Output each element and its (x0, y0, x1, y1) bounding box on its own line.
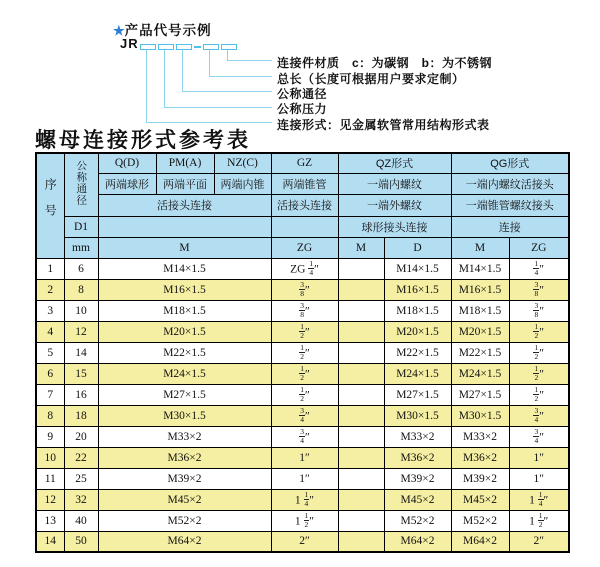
star-icon: ★ (113, 23, 125, 38)
cell-m: M22×1.5 (98, 342, 271, 363)
code-dash (194, 46, 201, 48)
cell-dn: 14 (64, 342, 98, 363)
fraction: $\frac{1}{4}$ (304, 489, 309, 508)
cell-qg-zg: $\frac{3}{4}$ ″ (509, 426, 569, 447)
table-row (36, 258, 569, 279)
table-title: 螺母连接形式参考表 (35, 128, 251, 152)
connector-line (164, 50, 165, 107)
fraction: $\frac{3}{4}$ (300, 405, 304, 424)
cell-dn: 25 (64, 468, 98, 489)
cell-qz-d: M14×1.5 (384, 258, 451, 279)
cell-seq: 8 (36, 405, 64, 426)
cell-dn: 18 (64, 405, 98, 426)
cell-qg-m: M27×1.5 (451, 384, 509, 405)
connector-line (182, 91, 272, 92)
cell-qz-d: M45×2 (384, 489, 451, 510)
cell-qz-m (338, 300, 384, 321)
fraction: $\frac{1}{2}$ (300, 321, 304, 340)
header-unit-zg: ZG (271, 237, 338, 258)
header-joint-union: 活接头连接 (98, 194, 271, 216)
cell-qz-d: M22×1.5 (384, 342, 451, 363)
header-unit-qz-m: M (338, 237, 384, 258)
table-row (36, 489, 569, 510)
cell-qg-m: M24×1.5 (451, 363, 509, 384)
header-d1: D1 (64, 216, 98, 237)
fraction: $\frac{3}{4}$ (300, 426, 304, 445)
cell-seq: 4 (36, 321, 64, 342)
cell-qg-m: M64×2 (451, 531, 509, 552)
cell-qg-zg: 1 $\frac{1}{4}$ ″ (509, 489, 569, 510)
cell-qz-d: M27×1.5 (384, 384, 451, 405)
table-row (36, 321, 569, 342)
cell-qg-zg: 1″ (509, 468, 569, 489)
cell-m: M45×2 (98, 489, 271, 510)
connector-line (182, 50, 183, 91)
cell-dn: 40 (64, 510, 98, 531)
cell-qz-d: M30×1.5 (384, 405, 451, 426)
table-row (36, 468, 569, 489)
code-prefix: JR (120, 36, 139, 51)
cell-seq: 2 (36, 279, 64, 300)
header-unit-qz-d: D (384, 237, 451, 258)
cell-qg-zg: 1″ (509, 447, 569, 468)
cell-qg-zg: $\frac{1}{2}$ ″ (509, 384, 569, 405)
cell-m: M52×2 (98, 510, 271, 531)
cell-zg: $\frac{3}{8}$ ″ (271, 300, 338, 321)
header-unit-mm: mm (64, 237, 98, 258)
cell-qg-m: M52×2 (451, 510, 509, 531)
cell-dn: 10 (64, 300, 98, 321)
cell-seq: 11 (36, 468, 64, 489)
cell-m: M14×1.5 (98, 258, 271, 279)
cell-qg-zg: $\frac{3}{4}$ ″ (509, 405, 569, 426)
cell-dn: 50 (64, 531, 98, 552)
cell-qz-d: M64×2 (384, 531, 451, 552)
cell-zg: ZG $\frac{1}{4}$ ″ (271, 258, 338, 279)
cell-seq: 10 (36, 447, 64, 468)
fraction: $\frac{1}{2}$ (304, 510, 309, 529)
cell-qg-m: M30×1.5 (451, 405, 509, 426)
fraction: $\frac{1}{2}$ (534, 342, 539, 361)
cell-m: M24×1.5 (98, 363, 271, 384)
header-ball-connect: 球形接头连接 (338, 216, 451, 237)
header-ends-qz: 一端内螺纹 (338, 173, 451, 194)
header-joint-external: 一端外螺纹 (338, 194, 451, 216)
cell-zg: 1″ (271, 447, 338, 468)
cell-qz-d: M39×2 (384, 468, 451, 489)
cell-dn: 6 (64, 258, 98, 279)
table-row (36, 405, 569, 426)
cell-qz-d: M24×1.5 (384, 363, 451, 384)
fraction: $\frac{1}{4}$ (538, 489, 543, 508)
cell-qg-m: M20×1.5 (451, 321, 509, 342)
header-ends-gz: 两端锥管 (271, 173, 338, 194)
cell-qz-d: M52×2 (384, 510, 451, 531)
fraction: $\frac{3}{8}$ (534, 300, 539, 319)
cell-qz-m (338, 447, 384, 468)
nut-connection-table (35, 152, 570, 553)
cell-zg: $\frac{3}{8}$ ″ (271, 279, 338, 300)
label-connection-form: 连接形式：见金属软管常用结构形式表 (277, 118, 490, 132)
fraction: $\frac{3}{8}$ (300, 300, 304, 319)
label-total-length: 总长（长度可根据用户要求定制） (277, 72, 465, 86)
cell-m: M36×2 (98, 447, 271, 468)
code-box-5 (221, 44, 237, 50)
header-unit-qg-m: M (451, 237, 509, 258)
cell-qz-m (338, 468, 384, 489)
cell-qg-m: M14×1.5 (451, 258, 509, 279)
cell-zg: $\frac{1}{2}$ ″ (271, 363, 338, 384)
header-form-pma: PM(A) (156, 153, 214, 173)
cell-qz-m (338, 405, 384, 426)
cell-qz-m (338, 321, 384, 342)
header-joint-gz: 活接头连接 (271, 194, 338, 216)
cell-dn: 12 (64, 321, 98, 342)
cell-zg: $\frac{3}{4}$ ″ (271, 426, 338, 447)
cell-qz-d: M18×1.5 (384, 300, 451, 321)
table-row (36, 384, 569, 405)
cell-dn: 8 (64, 279, 98, 300)
header-connect: 连接 (451, 216, 569, 237)
cell-m: M39×2 (98, 468, 271, 489)
header-ends-nzc: 两端内锥 (214, 173, 271, 194)
table-row (36, 342, 569, 363)
cell-seq: 5 (36, 342, 64, 363)
connector-line (209, 76, 272, 77)
fraction: $\frac{3}{4}$ (534, 405, 539, 424)
connector-line (164, 107, 272, 108)
cell-zg: 2″ (271, 531, 338, 552)
fraction: $\frac{3}{4}$ (534, 426, 539, 445)
cell-qz-m (338, 426, 384, 447)
header-form-gz: GZ (271, 153, 338, 173)
code-box-1 (140, 44, 156, 50)
header-ends-qg: 一端内螺纹活接头 (451, 173, 569, 194)
cell-zg: 1″ (271, 468, 338, 489)
fraction: $\frac{1}{2}$ (534, 384, 539, 403)
cell-m: M16×1.5 (98, 279, 271, 300)
cell-seq: 6 (36, 363, 64, 384)
cell-qg-zg: 1 $\frac{1}{2}$ ″ (509, 510, 569, 531)
cell-qz-m (338, 384, 384, 405)
cell-qz-d: M36×2 (384, 447, 451, 468)
cell-zg: $\frac{1}{2}$ ″ (271, 321, 338, 342)
connector-line (146, 50, 147, 122)
cell-dn: 20 (64, 426, 98, 447)
table-row (36, 363, 569, 384)
fraction: $\frac{3}{8}$ (300, 279, 304, 298)
cell-dn: 22 (64, 447, 98, 468)
fraction: $\frac{1}{2}$ (534, 363, 539, 382)
fraction: $\frac{1}{4}$ (309, 258, 314, 277)
label-nominal-pressure: 公称压力 (277, 102, 328, 116)
connector-line (146, 122, 272, 123)
cell-dn: 32 (64, 489, 98, 510)
cell-zg: 1 $\frac{1}{2}$ ″ (271, 510, 338, 531)
header-nominal-diameter: 公称通径 (64, 153, 98, 216)
cell-seq: 3 (36, 300, 64, 321)
header-unit-qg-zg: ZG (509, 237, 569, 258)
cell-dn: 16 (64, 384, 98, 405)
cell-qg-m: M18×1.5 (451, 300, 509, 321)
cell-qz-m (338, 510, 384, 531)
cell-qz-d: M20×1.5 (384, 321, 451, 342)
cell-seq: 7 (36, 384, 64, 405)
cell-qg-m: M22×1.5 (451, 342, 509, 363)
cell-seq: 12 (36, 489, 64, 510)
cell-m: M64×2 (98, 531, 271, 552)
cell-zg: 1 $\frac{1}{4}$ ″ (271, 489, 338, 510)
fraction: $\frac{1}{2}$ (534, 321, 539, 340)
cell-qg-m: M16×1.5 (451, 279, 509, 300)
fraction: $\frac{1}{2}$ (538, 510, 543, 529)
cell-qz-m (338, 258, 384, 279)
header-unit-m: M (98, 237, 271, 258)
cell-qz-d: M33×2 (384, 426, 451, 447)
cell-qz-m (338, 279, 384, 300)
cell-zg: $\frac{1}{2}$ ″ (271, 384, 338, 405)
header-empty (98, 216, 271, 237)
cell-m: M33×2 (98, 426, 271, 447)
table-row (36, 426, 569, 447)
fraction: $\frac{1}{2}$ (300, 384, 304, 403)
cell-m: M18×1.5 (98, 300, 271, 321)
header-seq: 序号 (36, 153, 64, 258)
header-form-qg: QG形式 (451, 153, 569, 173)
fraction: $\frac{1}{2}$ (300, 363, 304, 382)
cell-m: M20×1.5 (98, 321, 271, 342)
cell-qg-zg: $\frac{3}{8}$ ″ (509, 300, 569, 321)
table-body (36, 258, 569, 552)
table-row (36, 510, 569, 531)
cell-qz-m (338, 489, 384, 510)
header-form-qz: QZ形式 (338, 153, 451, 173)
cell-qg-zg: 2″ (509, 531, 569, 552)
cell-qg-zg: $\frac{1}{2}$ ″ (509, 321, 569, 342)
connector-line (227, 60, 272, 61)
label-nominal-diameter: 公称通径 (277, 87, 328, 101)
cell-zg: $\frac{1}{2}$ ″ (271, 342, 338, 363)
code-box-4 (203, 44, 219, 50)
cell-m: M27×1.5 (98, 384, 271, 405)
label-material: 连接件材质 c：为碳钢 b：为不锈钢 (277, 56, 493, 70)
cell-qz-m (338, 363, 384, 384)
cell-seq: 9 (36, 426, 64, 447)
cell-qg-m: M39×2 (451, 468, 509, 489)
cell-seq: 14 (36, 531, 64, 552)
cell-m: M30×1.5 (98, 405, 271, 426)
code-box-3 (176, 44, 192, 50)
header-empty (271, 216, 338, 237)
connector-line (209, 50, 210, 76)
cell-qg-m: M36×2 (451, 447, 509, 468)
fraction: $\frac{1}{2}$ (300, 342, 304, 361)
cell-qg-zg: $\frac{1}{2}$ ″ (509, 342, 569, 363)
cell-qz-m (338, 342, 384, 363)
header-joint-taper: 一端锥管螺纹接头 (451, 194, 569, 216)
code-box-2 (158, 44, 174, 50)
cell-qg-zg: $\frac{1}{4}$ ″ (509, 258, 569, 279)
table-row (36, 447, 569, 468)
cell-qg-m: M33×2 (451, 426, 509, 447)
diagram-title: 产品代号示例 (124, 23, 212, 38)
connector-line (227, 50, 228, 60)
table-row (36, 300, 569, 321)
cell-qz-m (338, 531, 384, 552)
cell-qg-zg: $\frac{1}{2}$ ″ (509, 363, 569, 384)
table-row (36, 531, 569, 552)
cell-seq: 13 (36, 510, 64, 531)
cell-qg-m: M45×2 (451, 489, 509, 510)
cell-qz-d: M16×1.5 (384, 279, 451, 300)
header-form-qd: Q(D) (98, 153, 156, 173)
cell-dn: 15 (64, 363, 98, 384)
cell-seq: 1 (36, 258, 64, 279)
cell-qg-zg: $\frac{3}{8}$ ″ (509, 279, 569, 300)
cell-zg: $\frac{3}{4}$ ″ (271, 405, 338, 426)
fraction: $\frac{3}{8}$ (534, 279, 539, 298)
header-form-nzc: NZ(C) (214, 153, 271, 173)
header-ends-qd: 两端球形 (98, 173, 156, 194)
fraction: $\frac{1}{4}$ (534, 258, 539, 277)
header-ends-pma: 两端平面 (156, 173, 214, 194)
table-row (36, 279, 569, 300)
